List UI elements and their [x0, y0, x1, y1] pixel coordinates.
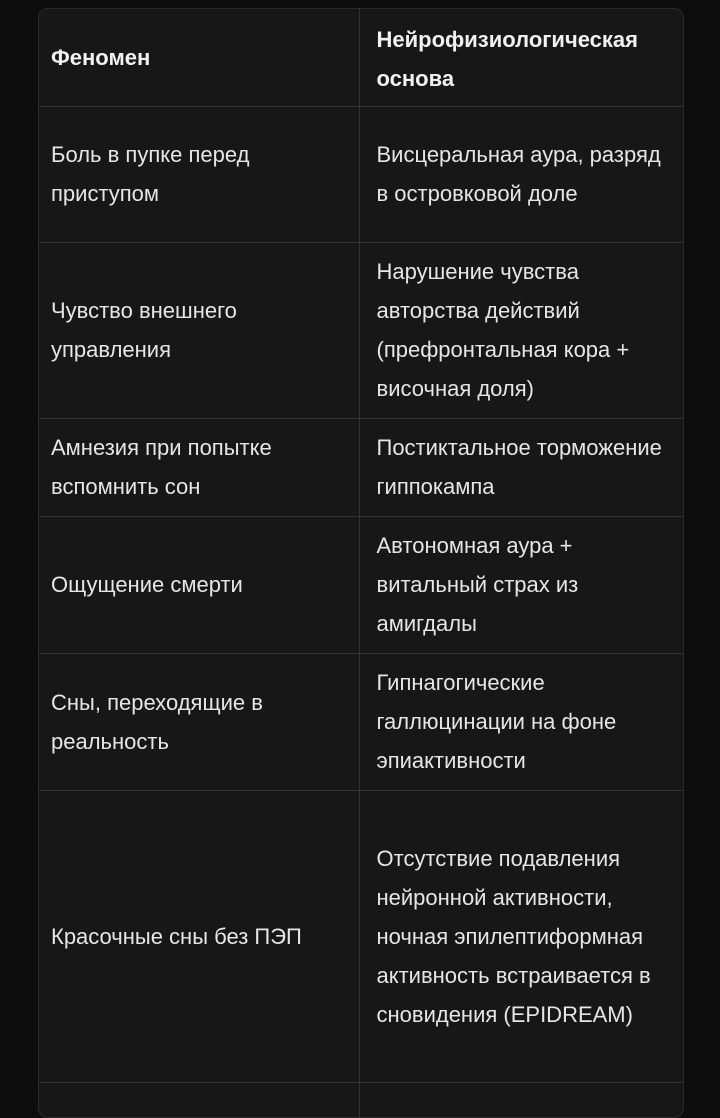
neuro-basis-cell: Постиктальное торможение гиппокампа	[359, 418, 683, 516]
table-row	[39, 653, 683, 790]
table-row	[39, 242, 683, 418]
table-header-row	[39, 9, 683, 106]
header-neuro-basis: Нейрофизиологическая основа	[359, 9, 683, 106]
header-phenomenon: Феномен	[39, 9, 359, 106]
neuro-basis-cell: Отсутствие подавления нейронной активности, ночная эпилептиформная активность встраивается в сновидения (EPIDREAM)	[359, 790, 683, 1082]
phenomenon-cell: Амнезия при попытке вспомнить сон	[39, 418, 359, 516]
phenomena-table	[38, 8, 684, 1118]
neuro-basis-cell-empty	[359, 1082, 683, 1118]
phenomenon-cell: Боль в пупке перед приступом	[39, 106, 359, 242]
table-row	[39, 106, 683, 242]
phenomenon-cell-empty	[39, 1082, 359, 1118]
table-row	[39, 418, 683, 516]
neuro-basis-cell: Нарушение чувства авторства действий (префронтальная кора + височная доля)	[359, 242, 683, 418]
phenomenon-cell: Красочные сны без ПЭП	[39, 790, 359, 1082]
neuro-basis-cell: Висцеральная аура, разряд в островковой доле	[359, 106, 683, 242]
phenomenon-cell: Сны, переходящие в реальность	[39, 653, 359, 790]
neuro-basis-cell: Автономная аура + витальный страх из амигдалы	[359, 516, 683, 653]
phenomena-table-grid	[39, 9, 683, 1118]
phenomenon-cell: Чувство внешнего управления	[39, 242, 359, 418]
neuro-basis-cell: Гипнагогические галлюцинации на фоне эпиактивности	[359, 653, 683, 790]
table-row	[39, 790, 683, 1082]
table-row-partial	[39, 1082, 683, 1118]
phenomenon-cell: Ощущение смерти	[39, 516, 359, 653]
table-row	[39, 516, 683, 653]
